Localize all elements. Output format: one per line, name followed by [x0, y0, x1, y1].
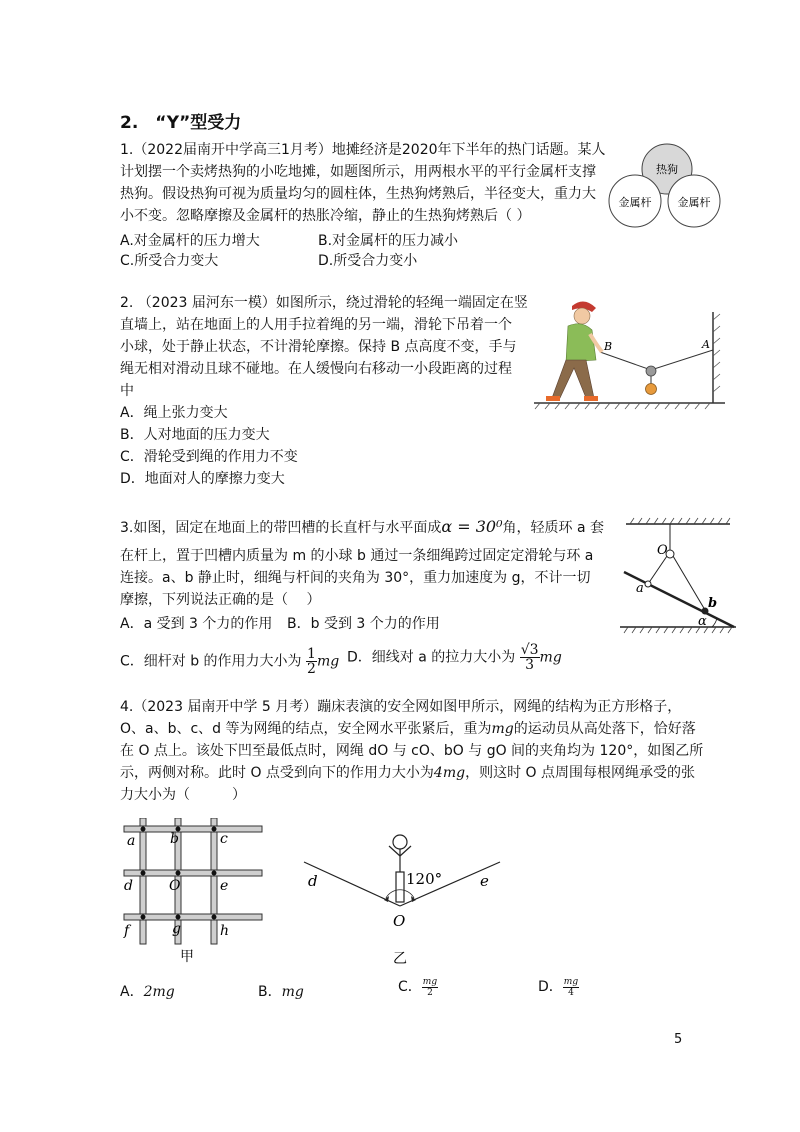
ring-a [645, 581, 651, 587]
node-label-f: f [124, 923, 130, 939]
person-figure [546, 301, 602, 401]
string-to-b [673, 556, 705, 610]
q2-line: 直墙上，站在地面上的人用手拉着绳的另一端，滑轮下吊着一个 [120, 317, 512, 333]
q3-line1-post: 角，轻质环 a 套 [502, 520, 604, 536]
q2-line: 2. （2023 届河东一模）如图所示，绕过滑轮的轻绳一端固定在竖 [120, 295, 528, 311]
q2-option-b: B．人对地面的压力变大 [120, 427, 270, 443]
trousers [552, 360, 594, 398]
q4-line1: 4.（2023 届南开中学 5 月考）蹦床表演的安全网如图甲所示，网绳的结构为正方形格子， [120, 699, 682, 715]
q1-option-a: A.对金属杆的压力增大 [120, 233, 260, 249]
label-b: b [708, 596, 718, 611]
q1-option-d: D.所受合力变小 [318, 253, 418, 269]
section-title: 2. “Y”型受力 [120, 113, 242, 133]
q1-line: 小不变。忽略摩擦及金属杆的热胀冷缩，静止的生热狗烤熟后（ ） [120, 208, 531, 224]
caption-yi: 乙 [393, 951, 407, 967]
node-label-h: h [220, 923, 230, 939]
q1-line: 计划摆一个卖烤热狗的小吃地摊，如题图所示，用两根水平的平行金属杆支撑 [120, 164, 596, 180]
ground-hatch [535, 403, 710, 409]
angle-arc [386, 890, 414, 898]
floor-hatch [624, 627, 732, 633]
q1-hotdog-figure [600, 136, 740, 232]
q4-line2: O、a、b、c、d 等为网绳的结点，安全网水平张紧后，重为mg的运动员从高处落下，恰好落 [120, 721, 696, 737]
q2-option-d: D．地面对人的摩擦力变大 [120, 471, 285, 487]
q3-line: 在杆上，置于凹槽内质量为 m 的小球 b 通过一条细绳跨过固定定滑轮与环 a [120, 548, 594, 564]
node-label-c: c [220, 831, 228, 847]
q4-option-c: C． $\frac{mg}{2}$ [398, 976, 438, 998]
q1-option-b: B.对金属杆的压力减小 [318, 233, 459, 249]
label-alpha: α [698, 614, 707, 629]
q4-option-d: D． $\frac{mg}{4}$ [538, 976, 579, 998]
left-rod-label: 金属杆 [618, 196, 652, 209]
label-b: B [604, 340, 613, 353]
right-rod-label: 金属杆 [677, 196, 711, 209]
angle-arc [712, 618, 717, 627]
q2-stem [120, 292, 528, 402]
q1-stem [120, 139, 606, 227]
q1-line: 热狗。假设热狗可视为质量均匀的圆柱体，生热狗烤熟后，半径变大，重力大 [120, 186, 596, 202]
q3-angle-math: α = 30⁰ [441, 517, 503, 536]
page-number: 5 [674, 1032, 683, 1047]
q4-line5: 力大小为（ ） [120, 787, 246, 803]
q3-line1 [120, 516, 604, 539]
shirt [566, 324, 596, 362]
q1-line: 1.（2022届南开中学高三1月考）地摊经济是2020年下半年的热门话题。某人 [120, 142, 606, 158]
q2-option-c: C．滑轮受到绳的作用力不变 [120, 449, 298, 465]
net-grid [124, 818, 262, 944]
q4-stem [120, 696, 703, 806]
q4-line3: 在 O 点上。该处下凹至最低点时，网绳 dO 与 cO、bO 与 gO 间的夹角均为 120°，如图乙所 [120, 743, 704, 759]
label-a: a [636, 581, 644, 596]
q3-option-d: D．细线对 a 的拉力大小为 $\frac{√3}{3}$ mg [347, 642, 562, 673]
q3-line: 连接。a、b 静止时，细绳与杆间的夹角为 30°，重力加速度为 g，不计一切 [120, 570, 591, 586]
wall-hatch [713, 314, 720, 392]
q4-net-figure-yi [296, 826, 516, 970]
label-o: O [657, 543, 668, 558]
node-label-e: e [220, 878, 229, 894]
node-label-a: a [127, 833, 136, 849]
q3-stem [120, 545, 593, 611]
q4-line4: 示，两侧对称。此时 O 点受到向下的作用力大小为4mg，则这时 O 点周围每根网绳承受的张 [120, 765, 695, 781]
node-label-d: d [124, 878, 133, 894]
q1-option-c: C.所受合力变大 [120, 253, 219, 269]
right-shoe [584, 396, 598, 401]
q3-option-c: C．细杆对 b 的作用力大小为 $\frac{1}{2}$ mg [120, 646, 340, 677]
q3-line1-pre: 3.如图，固定在地面上的带凹槽的长直杆与水平面成 [120, 520, 442, 536]
q2-pulley-figure [530, 292, 730, 412]
rope [600, 350, 713, 370]
q2-options [120, 402, 298, 490]
q4-option-a: A．2mg [120, 984, 175, 1000]
q2-line: 中 [120, 383, 134, 399]
caption-jia: 甲 [180, 949, 194, 965]
q3-c-fraction: $\frac{1}{2}$ [307, 646, 316, 677]
q3-d-fraction: $\frac{√3}{3}$ [520, 642, 539, 673]
node-label-g: g [172, 921, 181, 937]
q3-option-a: A．a 受到 3 个力的作用 [120, 616, 273, 632]
pulley [646, 366, 656, 376]
ball [646, 384, 657, 395]
string-to-a [648, 556, 667, 584]
head [574, 308, 590, 324]
q3-rod-figure [612, 512, 742, 640]
label-d: d [308, 872, 318, 890]
q4-net-figure-jia [118, 818, 268, 968]
angle-label: 120° [406, 870, 443, 888]
label-o: O [393, 912, 406, 930]
ceiling-hatch [630, 518, 730, 524]
q3-line: 摩擦，下列说法正确的是（ ） [120, 592, 321, 608]
q2-line: 绳无相对滑动且球不碰地。在人缓慢向右移动一小段距离的过程 [120, 361, 512, 377]
label-e: e [480, 872, 489, 890]
q3-option-b: B．b 受到 3 个力的作用 [287, 616, 440, 632]
node-label-o: O [169, 878, 181, 894]
q2-line: 小球，处于静止状态，不计滑轮摩擦。保持 B 点高度不变，手与 [120, 339, 517, 355]
label-a: A [702, 338, 710, 351]
left-shoe [546, 396, 560, 401]
q2-option-a: A．绳上张力变大 [120, 405, 228, 421]
q4-option-b: B．mg [258, 984, 304, 1000]
hotdog-label: 热狗 [656, 163, 678, 176]
node-label-b: b [170, 831, 179, 847]
